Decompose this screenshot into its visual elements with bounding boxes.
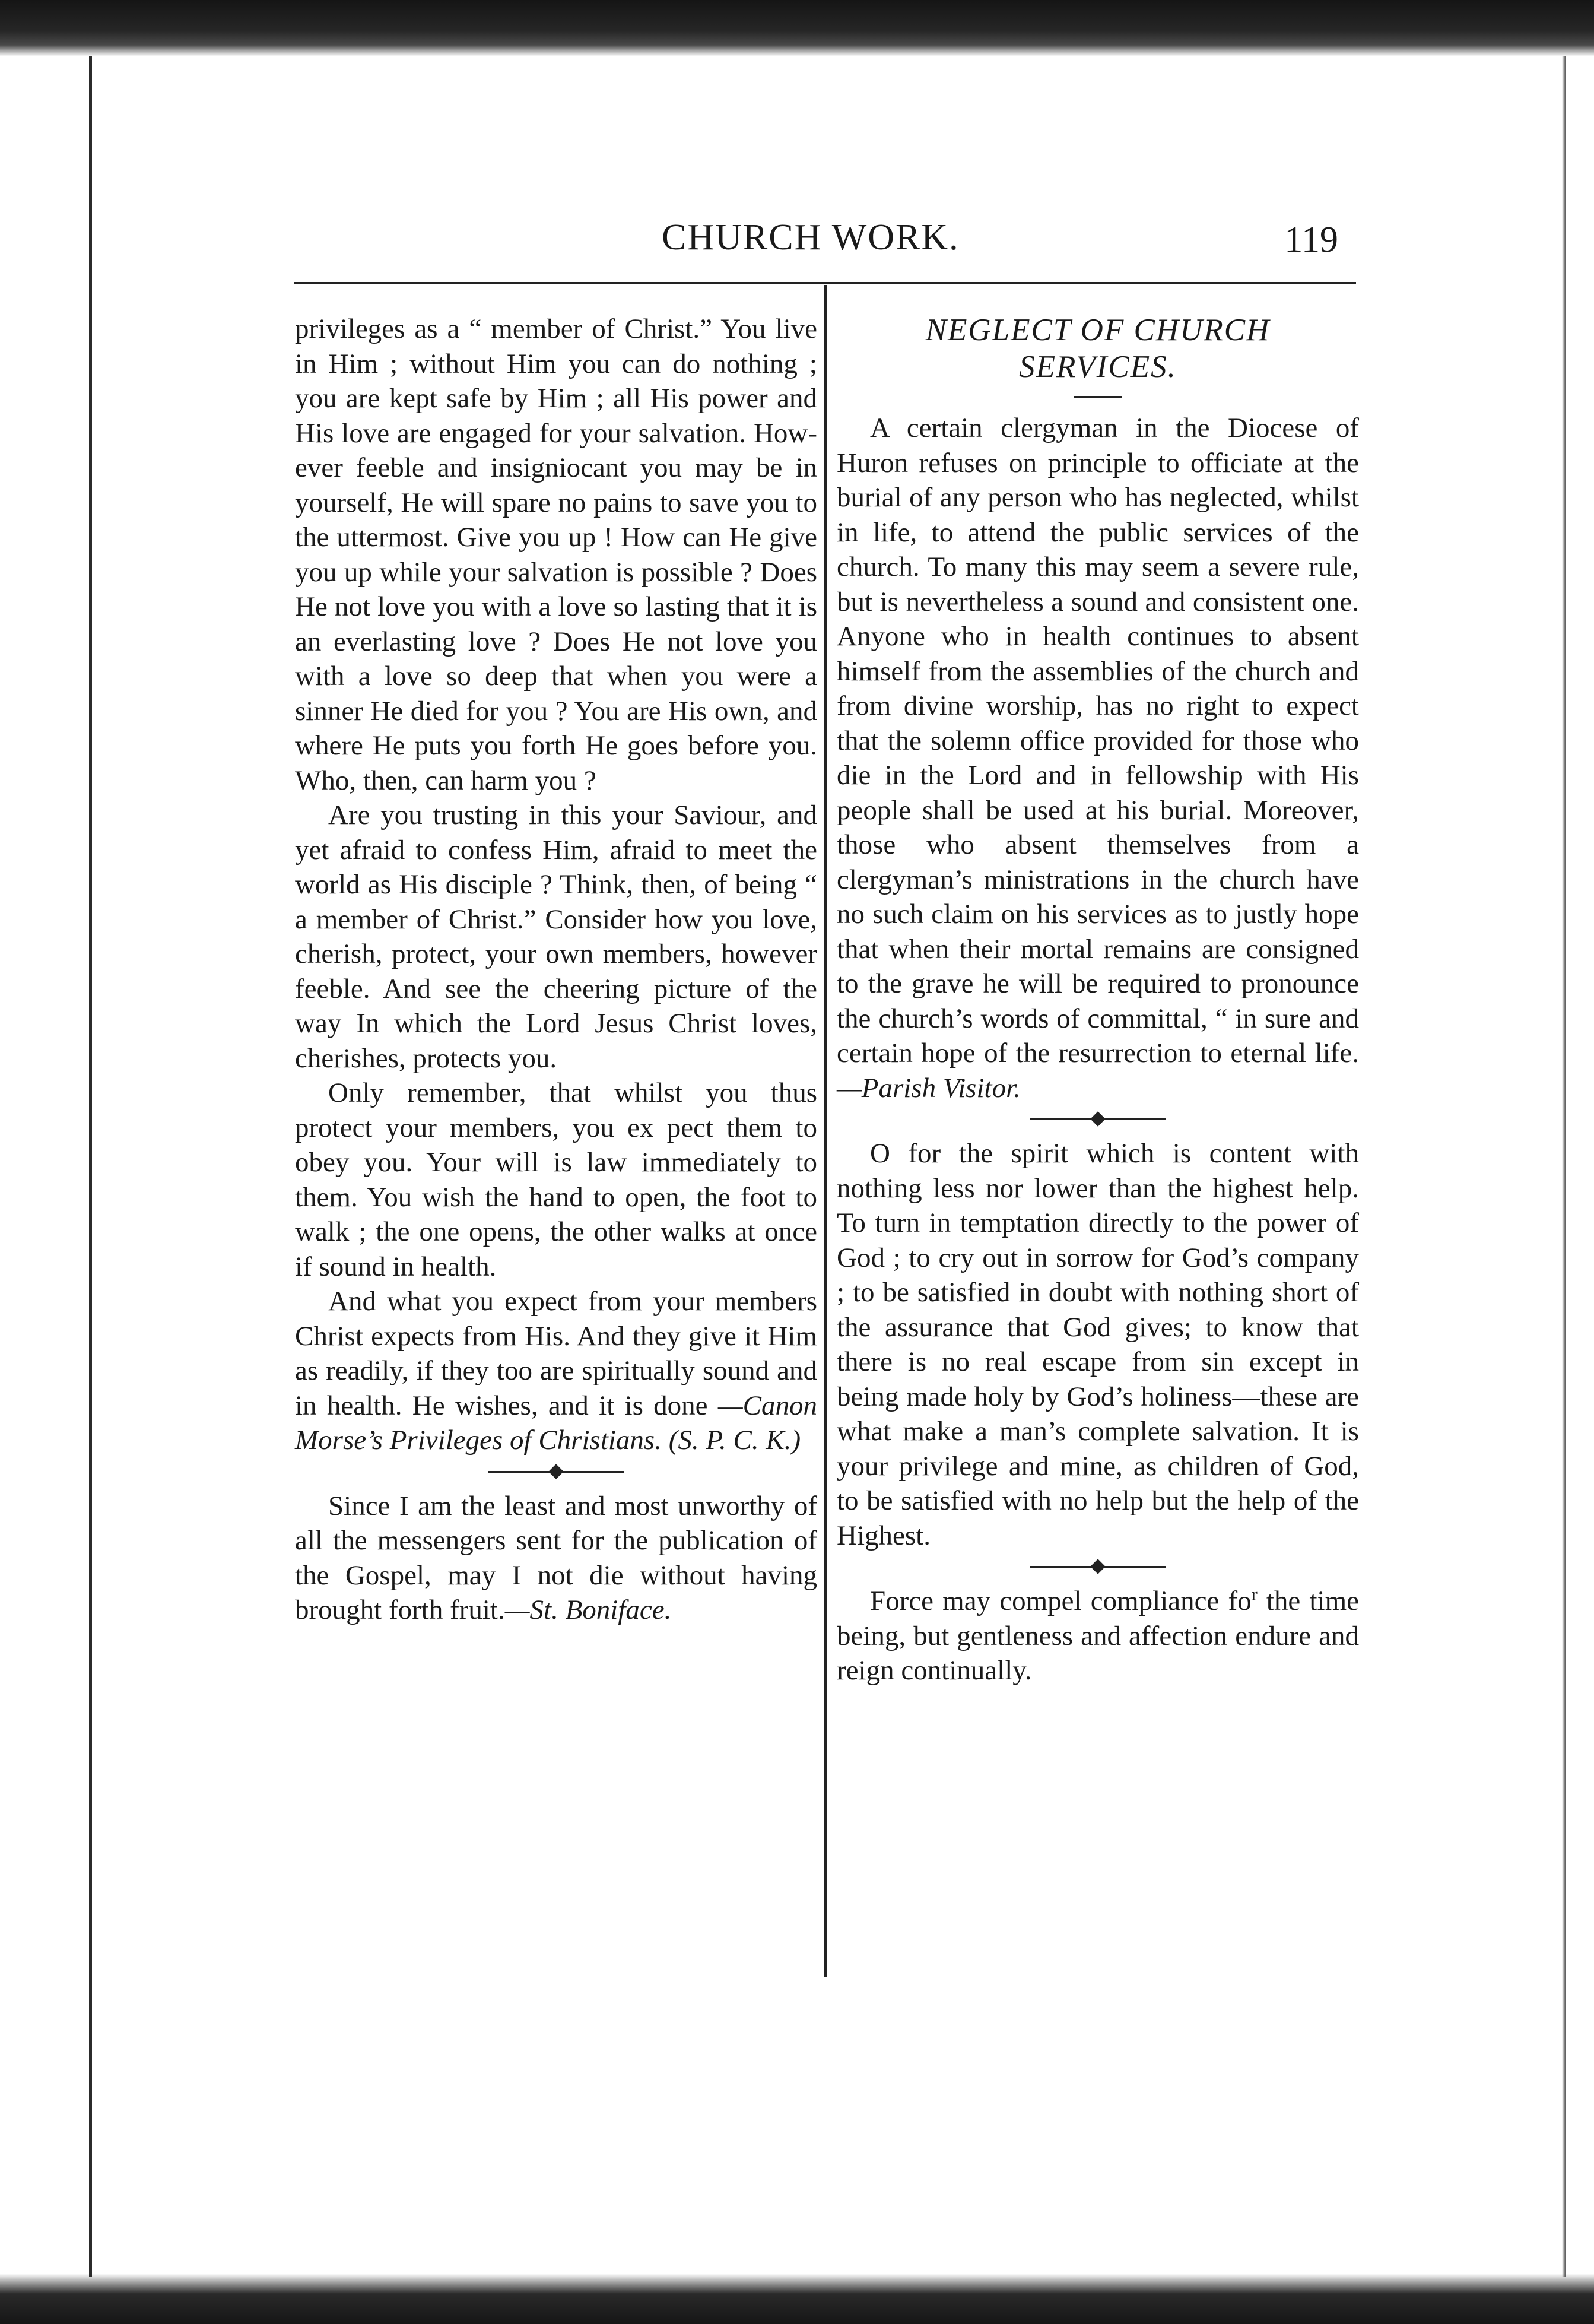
paragraph-text: the time being, but gentleness and affection endure and reign continually. [837,1586,1359,1686]
ornament-separator [488,1460,624,1484]
page-number: 119 [1284,220,1338,260]
paragraph: O for the spirit which is content with nothing less nor lower than the highest help. To turn in temptation directly to the power of God ; to cry out in sorrow for God’s company ; to be satisfied in doubt with nothing short of the assurance that God gives; to know that there is no real escape from sin except in being made holy by God’s holiness—these are what make a man’s complete salvation. It is your privilege and mine, as children of God, to be satisfied with no help but the help of the Highest. [837,1138,1359,1551]
paragraph-text: A certain clergyman in the Diocese of Huron refuses on principle to officiate at the burial of any person who has neglected, whilst in life, to attend the public services of the church. To many this may seem a severe rule, but is nevertheless a sound and consistent one. Anyone who in health continues to absent himself from the assemblies of the church and from divine worship, has no right to expect that the solemn office provided for those who die in the Lord and in fellowship with His people shall be used at his burial. Moreover, those who absent themselves from a clergyman’s ministrations in the church have no such claim on his services as to justly hope that when their mortal remains are consigned to the grave he will be required to pronounce the church’s words of committal, “ in sure and certain hope of the resurrection to eternal life. [837,413,1359,1069]
article-heading-line-2: SERVICES. [1019,350,1177,384]
scan-edge-top [0,0,1594,56]
paragraph [295,1489,817,1628]
ornament-separator [1030,1108,1166,1131]
paragraph [295,1284,817,1458]
paragraph: Only remember, that whilst you thus protect your members, you ex pect them to obey you. Your will is law immediately to them. You wish the hand to open, the foot to walk ; the one opens, the other walks at once if sound in health. [295,1077,817,1282]
paragraph-text: Since I am the least and most unworthy of all the messengers sent for the publication of the Gospel, may I not die without having brought forth fruit. [295,1490,817,1625]
paragraph [837,411,1359,1105]
article-heading-line-1: NEGLECT OF CHURCH [925,313,1271,347]
attribution: —Canon Morse’s Privileges of Christians. (S. P. C. K.) [295,1390,817,1456]
running-title: CHURCH WORK. [662,217,960,258]
attribution: —Parish Visitor. [837,1072,1021,1104]
paragraph: Are you trusting in this your Saviour, and yet afraid to confess Him, afraid to meet the world as His disciple ? Think, then, of being “ a member of Christ.” Consider how you love, cherish, protect, your own members, however feeble. And see the cheering picture of the way In which the Lord Jesus Christ loves, cherishes, protects you. [295,800,817,1074]
header-rule [294,282,1356,284]
superscript: r [1251,1584,1258,1605]
attribution: —St. Boniface. [504,1594,672,1625]
scan-edge-left [89,56,92,2277]
scan-edge-right [1562,56,1566,2277]
paragraph: privileges as a “ member of Christ.” You live in Him ; without Him you can do nothing ; you are kept safe by Him ; all His power and His love are engaged for your salvation. However feeble and insigniocant you may be in yourself, He will spare no pains to save you to the uttermost. Give you up ! How can He give you up while your salvation is possible ? Does He not love you with a love so lasting that it is an everlasting love ? Does He not love you with a love so deep that when you were a sinner He died for you ? You are His own, and where He puts you forth He goes before you. Who, then, can harm you ? [295,313,817,796]
paragraph [837,1584,1359,1688]
right-column [837,312,1359,1688]
paragraph-text: And what you expect from your members Christ expects from His. And they give it Him as readily, if they too are spiritually sound and in health. He wishes, and it is done [295,1286,817,1421]
scan-edge-bottom [0,2274,1594,2324]
paragraph-text: Force may compel compliance fo [870,1586,1252,1616]
left-column [295,312,817,1628]
column-divider [824,285,827,1977]
page-header [294,217,1350,270]
ornament-separator [1030,1555,1166,1579]
short-rule [1074,396,1122,398]
